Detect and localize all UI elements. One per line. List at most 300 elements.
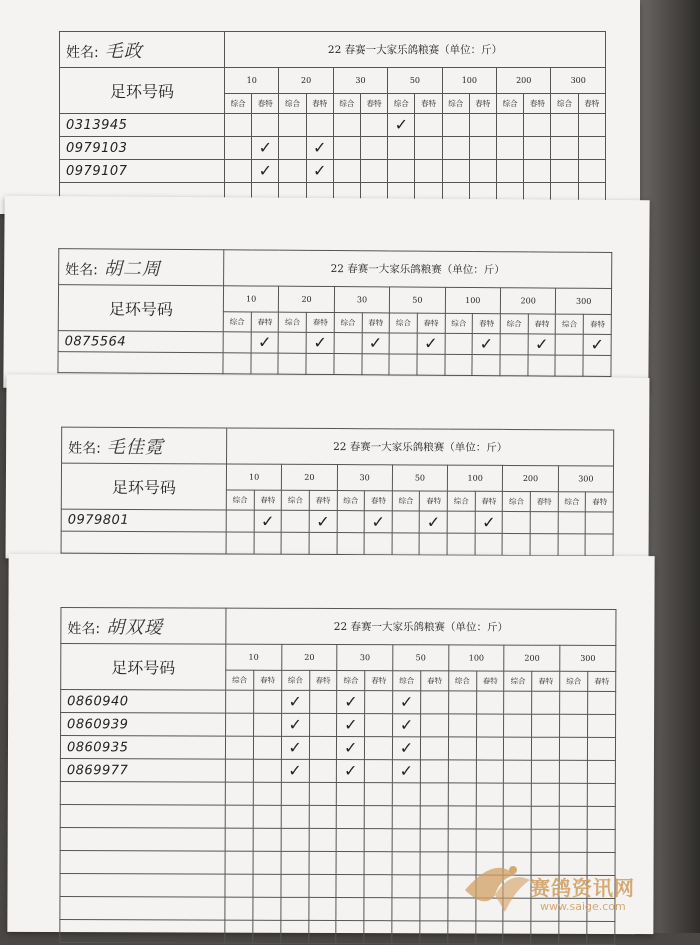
entry-cell (448, 737, 476, 760)
entry-cell (309, 782, 337, 805)
entry-cell (308, 874, 336, 897)
entry-cell (524, 160, 551, 183)
entry-cell (364, 875, 392, 898)
sub-header-overall: 综合 (226, 490, 254, 510)
entry-cell (253, 805, 281, 828)
entry-cell (253, 759, 281, 782)
sub-header-spring-special: 春特 (524, 94, 551, 114)
ring-number: 0979107 (60, 160, 225, 183)
sub-header-spring-special: 春特 (578, 94, 605, 114)
entry-cell (308, 920, 336, 943)
sub-header-overall: 综合 (442, 94, 469, 114)
entry-cell (503, 511, 531, 533)
entry-cell (225, 805, 253, 828)
entry-cell (560, 714, 588, 737)
sub-header-spring-special: 春特 (528, 314, 556, 334)
entry-cell (420, 829, 448, 852)
entry-cell (448, 829, 476, 852)
watermark-url: www.saige.com (540, 900, 626, 913)
name-label: 姓名: (68, 440, 101, 457)
form-title: 22 春赛一大家乐鸽粮赛（单位：斤） (224, 250, 612, 289)
entry-cell (392, 806, 420, 829)
distance-header-30: 30 (337, 645, 393, 671)
name-cell (59, 249, 224, 286)
sub-header-spring-special: 春特 (532, 671, 560, 691)
checkmark-icon: ✓ (251, 332, 279, 353)
entry-cell (392, 921, 420, 944)
sheet-2 (3, 196, 649, 392)
sub-header-spring-special: 春特 (252, 94, 279, 114)
entry-cell (392, 511, 420, 533)
entry-cell (309, 759, 337, 782)
ring-number: 0869977 (60, 759, 225, 783)
entry-cell (420, 852, 448, 875)
entry-cell (442, 137, 469, 160)
entry-cell (392, 783, 420, 806)
entry-cell (253, 920, 281, 943)
entry-cell (415, 114, 442, 137)
checkmark-icon: ✓ (337, 760, 365, 783)
entry-cell (476, 760, 504, 783)
checkmark-icon: ✓ (364, 511, 392, 533)
distance-header-200: 200 (503, 465, 558, 491)
entry-cell (420, 737, 448, 760)
entry-cell (476, 806, 504, 829)
sub-header-spring-special: 春特 (365, 671, 393, 691)
sub-header-overall: 综合 (333, 94, 360, 114)
entry-cell (583, 355, 611, 376)
entry-cell (560, 737, 588, 760)
sub-header-spring-special: 春特 (588, 671, 616, 691)
sub-header-spring-special: 春特 (361, 94, 388, 114)
entry-cell (504, 714, 532, 737)
entry-cell (226, 532, 254, 554)
checkmark-icon: ✓ (306, 332, 334, 353)
entry-cell (361, 137, 388, 160)
table-row (60, 920, 615, 945)
ring-number (60, 805, 225, 829)
entry-cell (225, 874, 253, 897)
sub-header-spring-special: 春特 (469, 94, 496, 114)
ring-number-header: 足环号码 (60, 68, 225, 114)
sub-header-overall: 综合 (334, 313, 362, 333)
entry-cell (309, 736, 337, 759)
entry-cell (587, 783, 615, 806)
entry-cell (469, 137, 496, 160)
entry-cell (587, 806, 615, 829)
distance-header-100: 100 (442, 68, 496, 94)
table-row (60, 114, 606, 137)
form-title: 22 春赛一大家乐鸽粮赛（单位：斤） (225, 32, 606, 68)
checkmark-icon: ✓ (388, 114, 415, 137)
participant-name: 胡二周 (103, 257, 161, 280)
checkmark-icon: ✓ (281, 690, 309, 713)
entry-cell (420, 533, 448, 555)
entry-cell (531, 829, 559, 852)
checkmark-icon: ✓ (475, 511, 503, 533)
checkmark-icon: ✓ (393, 737, 421, 760)
entry-cell (578, 160, 605, 183)
entry-cell (420, 921, 448, 944)
entry-cell (559, 760, 587, 783)
checkmark-icon: ✓ (417, 333, 445, 354)
entry-cell (333, 160, 360, 183)
entry-cell (333, 137, 360, 160)
entry-cell (578, 137, 605, 160)
ring-number-header: 足环号码 (58, 285, 223, 332)
checkmark-icon: ✓ (337, 737, 365, 760)
entry-cell (281, 805, 309, 828)
distance-header-100: 100 (445, 287, 501, 313)
entry-cell (364, 533, 392, 555)
entry-cell (225, 920, 253, 943)
entry-cell (588, 691, 616, 714)
entry-cell (306, 114, 333, 137)
entry-cell (524, 114, 551, 137)
entry-cell (306, 353, 334, 374)
sub-header-spring-special: 春特 (309, 490, 337, 510)
ring-number-header: 足环号码 (61, 463, 226, 510)
entry-cell (530, 512, 558, 534)
sub-header-overall: 综合 (337, 671, 365, 691)
table-row (60, 782, 615, 807)
distance-header-20: 20 (279, 286, 335, 312)
entry-cell (476, 783, 504, 806)
entry-cell (421, 691, 449, 714)
entry-cell (308, 897, 336, 920)
entry-cell (281, 782, 309, 805)
ring-number (60, 874, 225, 898)
sub-header-overall: 综合 (445, 313, 473, 333)
entry-cell (448, 760, 476, 783)
sub-header-overall: 综合 (223, 312, 251, 332)
table-row (60, 736, 615, 761)
sub-header-overall: 综合 (281, 670, 309, 690)
sub-header-overall: 综合 (447, 491, 475, 511)
name-cell (62, 427, 227, 464)
table-row (61, 509, 613, 534)
ring-number (60, 782, 225, 806)
entry-cell (253, 851, 281, 874)
entry-cell (476, 714, 504, 737)
sub-header-overall: 综合 (389, 313, 417, 333)
entry-cell (448, 691, 476, 714)
entry-cell (223, 353, 251, 374)
sub-header-overall: 综合 (279, 312, 307, 332)
entry-cell (504, 737, 532, 760)
entry-cell (309, 828, 337, 851)
sub-header-overall: 综合 (282, 490, 310, 510)
sub-header-overall: 综合 (497, 94, 524, 114)
watermark-text: 赛鸽资讯网 (530, 876, 635, 900)
distance-header-300: 300 (556, 288, 612, 314)
entry-cell (336, 829, 364, 852)
entry-cell (225, 782, 253, 805)
entry-cell (587, 737, 615, 760)
checkmark-icon: ✓ (254, 510, 282, 532)
entry-cell (578, 114, 605, 137)
entry-cell (558, 534, 586, 556)
entry-cell (280, 920, 308, 943)
table-row (60, 828, 615, 853)
entry-cell (281, 828, 309, 851)
distance-header-10: 10 (226, 464, 281, 490)
sub-header-overall: 综合 (551, 94, 578, 114)
ring-number (60, 828, 225, 852)
entry-cell (364, 806, 392, 829)
entry-cell (551, 114, 578, 137)
distance-header-10: 10 (226, 644, 282, 670)
entry-cell (253, 782, 281, 805)
entry-cell (469, 160, 496, 183)
form-table-3 (61, 427, 615, 557)
entry-cell (253, 713, 281, 736)
entry-cell (337, 533, 365, 555)
name-label: 姓名: (65, 261, 98, 278)
entry-cell (365, 737, 393, 760)
entry-cell (364, 829, 392, 852)
sub-header-spring-special: 春特 (476, 671, 504, 691)
ring-number-header: 足环号码 (61, 644, 226, 691)
sub-header-spring-special: 春特 (586, 492, 614, 512)
distance-header-300: 300 (551, 68, 606, 94)
checkmark-icon: ✓ (362, 333, 390, 354)
entry-cell (281, 510, 309, 532)
entry-cell (281, 874, 309, 897)
form-title: 22 春赛一大家乐鸽粮赛（单位：斤） (226, 608, 616, 645)
ring-number: 0860939 (61, 713, 226, 737)
entry-cell (365, 691, 393, 714)
entry-cell (279, 114, 306, 137)
sub-header-overall: 综合 (226, 670, 254, 690)
entry-cell (336, 921, 364, 944)
entry-cell (476, 691, 504, 714)
entry-cell (226, 510, 254, 532)
sub-header-overall: 综合 (448, 671, 476, 691)
entry-cell (333, 114, 360, 137)
sub-header-overall: 综合 (556, 314, 584, 334)
entry-cell (225, 851, 253, 874)
entry-cell (532, 691, 560, 714)
sub-header-overall: 综合 (393, 671, 421, 691)
entry-cell (497, 114, 524, 137)
entry-cell (447, 533, 475, 555)
entry-cell (336, 898, 364, 921)
checkmark-icon: ✓ (252, 160, 279, 183)
sub-header-spring-special: 春特 (473, 314, 501, 334)
entry-cell (309, 532, 337, 554)
sub-header-spring-special: 春特 (251, 312, 279, 332)
distance-header-20: 20 (282, 464, 337, 490)
entry-cell (442, 160, 469, 183)
sub-header-overall: 综合 (392, 491, 420, 511)
ring-number: 0979801 (61, 509, 226, 532)
entry-cell (254, 532, 282, 554)
entry-cell (504, 806, 532, 829)
entry-cell (551, 137, 578, 160)
distance-header-300: 300 (558, 466, 614, 492)
checkmark-icon: ✓ (306, 137, 333, 160)
entry-cell (420, 783, 448, 806)
entry-cell (361, 160, 388, 183)
entry-cell (448, 714, 476, 737)
ring-number (61, 531, 226, 554)
sub-header-spring-special: 春特 (309, 670, 337, 690)
checkmark-icon: ✓ (337, 714, 365, 737)
entry-cell (420, 760, 448, 783)
entry-cell (530, 534, 558, 556)
entry-cell (281, 897, 309, 920)
entry-cell (556, 334, 584, 355)
sub-header-spring-special: 春特 (415, 94, 442, 114)
checkmark-icon: ✓ (306, 160, 333, 183)
entry-cell (225, 736, 253, 759)
entry-cell (587, 714, 615, 737)
table-row (61, 531, 613, 556)
entry-cell (420, 898, 448, 921)
table-row (61, 690, 616, 715)
entry-cell (587, 760, 615, 783)
ring-number (60, 920, 225, 944)
ring-number: 0313945 (60, 114, 225, 137)
entry-cell (392, 829, 420, 852)
entry-cell (445, 333, 473, 354)
sub-header-overall: 综合 (558, 492, 586, 512)
entry-cell (555, 355, 583, 376)
entry-cell (532, 760, 560, 783)
entry-cell (361, 114, 388, 137)
entry-cell (445, 354, 473, 375)
table-row (61, 713, 616, 738)
entry-cell (281, 532, 309, 554)
checkmark-icon: ✓ (337, 691, 365, 714)
distance-header-50: 50 (393, 645, 449, 671)
entry-cell (392, 875, 420, 898)
entry-cell (531, 806, 559, 829)
entry-cell (500, 334, 528, 355)
entry-cell (309, 713, 337, 736)
checkmark-icon: ✓ (420, 511, 448, 533)
sub-header-overall: 综合 (279, 94, 306, 114)
entry-cell (560, 691, 588, 714)
entry-cell (497, 137, 524, 160)
sub-header-spring-special: 春特 (417, 313, 445, 333)
entry-cell (415, 137, 442, 160)
sub-header-spring-special: 春特 (475, 491, 503, 511)
checkmark-icon: ✓ (309, 510, 337, 532)
entry-cell (337, 511, 365, 533)
form-table-2 (57, 248, 612, 377)
entry-cell (337, 783, 365, 806)
entry-cell (472, 355, 500, 376)
checkmark-icon: ✓ (281, 759, 309, 782)
checkmark-icon: ✓ (281, 736, 309, 759)
ring-number (60, 897, 225, 921)
entry-cell (364, 898, 392, 921)
distance-header-100: 100 (449, 645, 505, 671)
entry-cell (365, 760, 393, 783)
entry-cell (476, 737, 504, 760)
distance-header-20: 20 (279, 68, 333, 94)
entry-cell (532, 737, 560, 760)
entry-cell (309, 851, 337, 874)
entry-cell (504, 783, 532, 806)
entry-cell (225, 759, 253, 782)
distance-header-200: 200 (497, 68, 551, 94)
entry-cell (559, 783, 587, 806)
sub-header-spring-special: 春特 (530, 492, 558, 512)
entry-cell (532, 714, 560, 737)
entry-cell (253, 874, 281, 897)
entry-cell (334, 354, 362, 375)
ring-number (58, 352, 223, 374)
sub-header-spring-special: 春特 (306, 312, 334, 332)
entry-cell (447, 511, 475, 533)
table-row (58, 352, 611, 377)
entry-cell (469, 114, 496, 137)
entry-cell (585, 534, 613, 556)
sub-header-spring-special: 春特 (306, 94, 333, 114)
entry-cell (532, 783, 560, 806)
entry-cell (504, 760, 532, 783)
entry-cell (551, 160, 578, 183)
checkmark-icon: ✓ (392, 760, 420, 783)
entry-cell (279, 137, 306, 160)
entry-cell (388, 137, 415, 160)
form-title: 22 春赛一大家乐鸽粮赛（单位：斤） (227, 428, 614, 466)
ring-number: 0979103 (60, 137, 225, 160)
entry-cell (253, 736, 281, 759)
entry-cell (336, 852, 364, 875)
name-label: 姓名: (66, 44, 99, 61)
table-row (60, 805, 615, 830)
sub-header-overall: 综合 (388, 94, 415, 114)
participant-name: 胡双瑷 (106, 616, 164, 638)
entry-cell (500, 355, 528, 376)
entry-cell (448, 921, 476, 944)
entry-cell (448, 806, 476, 829)
entry-cell (365, 714, 393, 737)
sub-header-overall: 综合 (503, 491, 531, 511)
sub-header-spring-special: 春特 (254, 670, 282, 690)
table-row (60, 137, 606, 160)
name-cell (60, 32, 225, 68)
entry-cell (420, 714, 448, 737)
name-cell (61, 608, 226, 645)
distance-header-30: 30 (333, 68, 387, 94)
entry-cell (475, 533, 503, 555)
distance-header-50: 50 (390, 287, 446, 313)
entry-cell (225, 114, 252, 137)
entry-cell (559, 806, 587, 829)
name-label: 姓名: (67, 620, 101, 637)
distance-header-200: 200 (500, 288, 556, 314)
sub-header-spring-special: 春特 (583, 314, 611, 334)
entry-cell (226, 690, 254, 713)
table-row (60, 160, 606, 183)
entry-cell (225, 897, 253, 920)
entry-cell (415, 160, 442, 183)
distance-header-50: 50 (392, 465, 447, 491)
entry-cell (365, 783, 393, 806)
sub-header-spring-special: 春特 (420, 491, 448, 511)
ring-number: 0875564 (58, 331, 223, 353)
entry-cell (417, 354, 445, 375)
sub-header-spring-special: 春特 (421, 671, 449, 691)
entry-cell (392, 852, 420, 875)
distance-header-20: 20 (281, 644, 337, 670)
distance-header-50: 50 (388, 68, 442, 94)
